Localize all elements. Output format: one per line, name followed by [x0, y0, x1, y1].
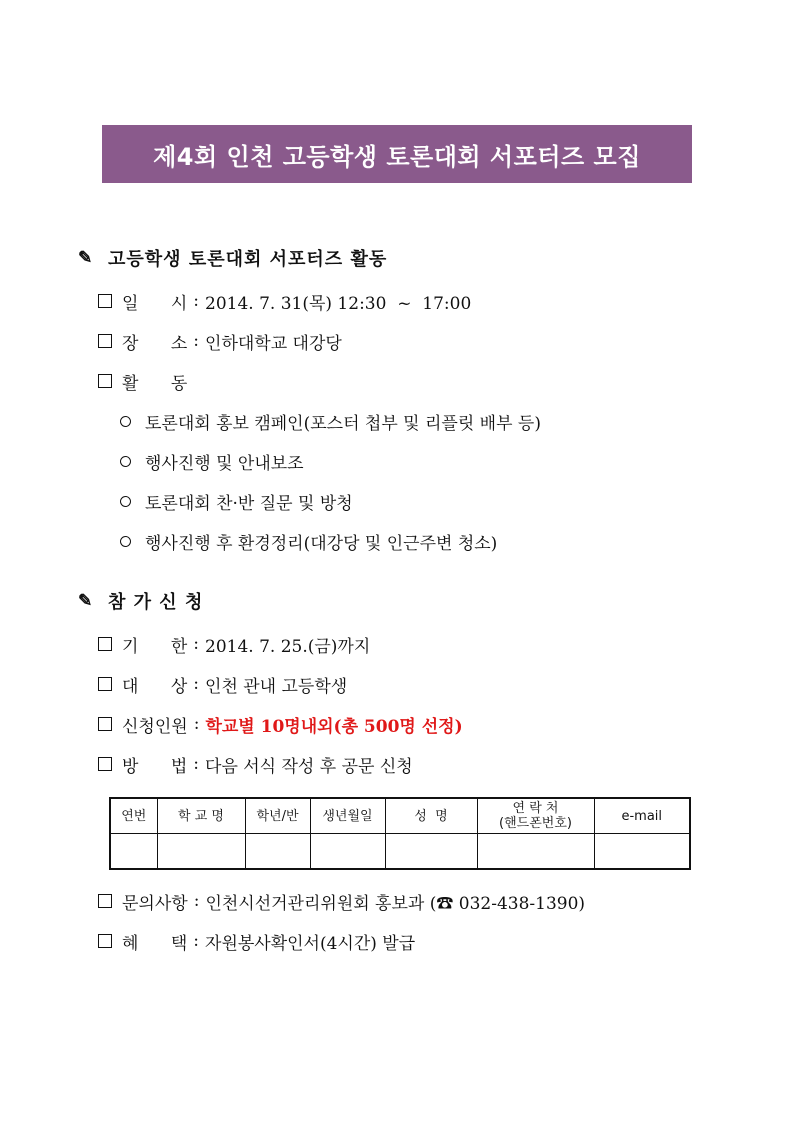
- checkbox-icon: [98, 717, 112, 731]
- table-cell[interactable]: [157, 834, 245, 870]
- activity-item: 행사진행 및 안내보조: [120, 448, 304, 474]
- table-cell[interactable]: [110, 834, 157, 870]
- item-label: 기 한: [122, 636, 188, 657]
- item-label: 문의사항: [122, 893, 188, 914]
- circle-bullet-icon: [120, 456, 131, 467]
- item-label: 방 법: [122, 756, 188, 777]
- section-heading-text: 참 가 신 청: [108, 592, 204, 613]
- table-cell[interactable]: [477, 834, 594, 870]
- item-value: 인천시선거관리위원회 홍보과 (☎ 032-438-1390): [205, 893, 586, 914]
- item-value-highlight: 학교별 10명내외(총 500명 선정): [205, 716, 463, 737]
- circle-bullet-icon: [120, 416, 131, 427]
- item-label: 일 시: [122, 293, 188, 314]
- item-inquiry: 문의사항 : 인천시선거관리위원회 홍보과 (☎ 032-438-1390): [98, 888, 585, 914]
- item-activity: [98, 368, 187, 394]
- section-heading-activities: [78, 245, 387, 271]
- item-value: 인천 관내 고등학생: [205, 676, 348, 697]
- activity-item: 행사진행 후 환경정리(대강당 및 인근주변 청소): [120, 528, 497, 554]
- item-value: 인하대학교 대강당: [205, 333, 342, 354]
- checkbox-icon: [98, 334, 112, 348]
- item-benefit: 혜 택 : 자원봉사확인서(4시간) 발급: [98, 928, 415, 954]
- col-header-number: 연번: [110, 798, 157, 834]
- checkbox-icon: [98, 374, 112, 388]
- checkbox-icon: [98, 894, 112, 908]
- circle-bullet-icon: [120, 536, 131, 547]
- checkbox-icon: [98, 757, 112, 771]
- col-header-school: 학 교 명: [157, 798, 245, 834]
- activity-item: 토론대회 홍보 캠페인(포스터 첩부 및 리플릿 배부 등): [120, 408, 541, 434]
- pencil-icon: ✎: [78, 248, 94, 268]
- item-method: 방 법 : 다음 서식 작성 후 공문 신청: [98, 751, 413, 777]
- item-label: 활 동: [122, 373, 188, 394]
- item-value: 자원봉사확인서(4시간) 발급: [205, 933, 416, 954]
- item-deadline: 기 한 : 2014. 7. 25.(금)까지: [98, 631, 370, 657]
- item-label: 혜 택: [122, 933, 188, 954]
- section-heading-text: 고등학생 토론대회 서포터즈 활동: [108, 249, 388, 270]
- col-header-birthdate: 생년월일: [310, 798, 385, 834]
- item-target: 대 상 : 인천 관내 고등학생: [98, 671, 347, 697]
- col-header-email: e-mail: [594, 798, 690, 834]
- item-label: 신청인원: [122, 716, 188, 737]
- table-header-row: [110, 798, 690, 834]
- item-value: 2014. 7. 25.(금)까지: [205, 636, 371, 657]
- title-banner: [102, 125, 692, 183]
- checkbox-icon: [98, 934, 112, 948]
- circle-bullet-icon: [120, 496, 131, 507]
- item-label: 장 소: [122, 333, 188, 354]
- table-row: [110, 834, 690, 870]
- col-header-name: 성 명: [385, 798, 477, 834]
- pencil-icon: ✎: [78, 591, 94, 611]
- table-cell[interactable]: [594, 834, 690, 870]
- item-headcount: 신청인원 : 학교별 10명내외(총 500명 선정): [98, 711, 463, 737]
- item-label: 대 상: [122, 676, 188, 697]
- application-form-table: [109, 797, 691, 870]
- item-date: 일 시 : 2014. 7. 31(목) 12:30 ~ 17:00: [98, 288, 471, 314]
- table-cell[interactable]: [245, 834, 310, 870]
- table-cell[interactable]: [385, 834, 477, 870]
- col-header-contact: 연 락 처 (핸드폰번호): [477, 798, 594, 834]
- col-header-grade: 학년/반: [245, 798, 310, 834]
- item-value: 다음 서식 작성 후 공문 신청: [205, 756, 413, 777]
- checkbox-icon: [98, 294, 112, 308]
- activity-item: 토론대회 찬·반 질문 및 방청: [120, 488, 353, 514]
- table-cell[interactable]: [310, 834, 385, 870]
- item-value: 2014. 7. 31(목) 12:30 ~ 17:00: [205, 293, 472, 314]
- page-title: 제4회 인천 고등학생 토론대회 서포터즈 모집: [153, 142, 641, 171]
- item-venue: 장 소 : 인하대학교 대강당: [98, 328, 342, 354]
- checkbox-icon: [98, 637, 112, 651]
- section-heading-application: [78, 588, 203, 614]
- checkbox-icon: [98, 677, 112, 691]
